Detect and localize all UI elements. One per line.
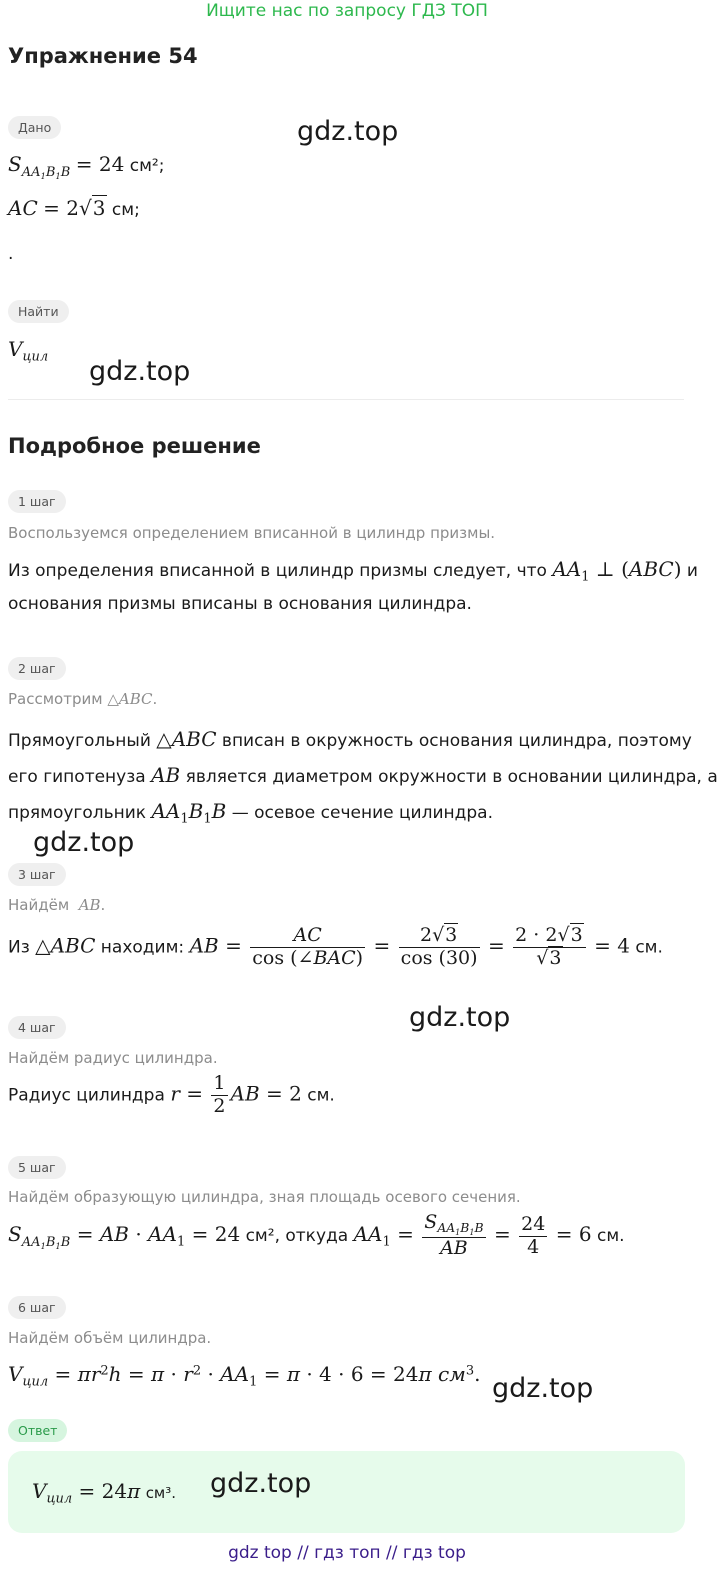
answer-label: Ответ <box>8 1419 67 1442</box>
step-3-label: 3 шаг <box>8 863 66 886</box>
step-3-hint: Найдём AB. <box>8 896 106 914</box>
step-2-line-1: Прямоугольный △ABC вписан в окружность основания цилиндра, поэтому <box>8 727 692 751</box>
step-5-hint: Найдём образующую цилиндра, зная площадь осевого сечения. <box>8 1188 521 1206</box>
given-area: $S_{AA_1B_1B} = 24$ см²; <box>8 152 165 181</box>
given-label: Дано <box>8 116 61 139</box>
step-6-hint: Найдём объём цилиндра. <box>8 1329 212 1347</box>
step-2-label: 2 шаг <box>8 657 66 680</box>
step-1-line-1: Из определения вписанной в цилиндр призмы следует, что $AA_1$ ⊥ (ABC) и <box>8 557 698 585</box>
given-ac-root: 3 <box>92 196 106 220</box>
given-ac-unit: см; <box>111 200 140 220</box>
step-2-line-2: его гипотенуза AB является диаметром окружности в основании цилиндра, а <box>8 763 718 787</box>
exercise-title: Упражнение 54 <box>8 44 198 68</box>
section-divider <box>8 399 684 400</box>
step-4-hint: Найдём радиус цилиндра. <box>8 1049 218 1067</box>
watermark: gdz.top <box>409 1002 511 1033</box>
footer-links[interactable]: gdz top // гдз топ // гдз top <box>228 1543 466 1563</box>
step-1-hint: Воспользуемся определением вписанной в цилиндр призмы. <box>8 524 496 542</box>
given-area-unit: см²; <box>129 156 165 176</box>
step-1-line-2: основания призмы вписаны в основания цилиндра. <box>8 594 472 614</box>
given-dot: . <box>8 244 14 264</box>
watermark: gdz.top <box>492 1373 594 1404</box>
step-4-formula: Радиус цилиндра r = $\frac{1}{2}$ AB = 2 см. <box>8 1072 335 1117</box>
watermark: gdz.top <box>89 356 191 387</box>
find-label: Найти <box>8 300 69 323</box>
search-hint-link[interactable]: Ищите нас по запросу ГДЗ ТОП <box>206 1 488 21</box>
step-1-label: 1 шаг <box>8 490 66 513</box>
solution-title: Подробное решение <box>8 434 261 458</box>
find-volume: $V_{цил}$ <box>8 337 49 365</box>
watermark: gdz.top <box>297 116 399 147</box>
step-6-formula: $V_{цил} = \pi r^2h = \pi \cdot r^2 \cdot AA_1 = \pi \cdot 4 \cdot 6 = 24\pi$ $см^3$. <box>8 1362 481 1390</box>
step-2-line-3: прямоугольник $AA_1B_1B$ — осевое сечение цилиндра. <box>8 799 493 827</box>
answer-formula: $V_{цил} = 24\pi$ см³. <box>32 1479 177 1507</box>
watermark: gdz.top <box>210 1468 312 1499</box>
given-ac: AC = 2√3 см; <box>8 196 140 220</box>
step-5-label: 5 шаг <box>8 1156 66 1179</box>
step-6-label: 6 шаг <box>8 1296 66 1319</box>
step-5-formula: $S_{AA_1B_1B}$ = AB · $AA_1 = 24$ см², откуда $AA_1$ = $\frac{S_{AA_1B_1B}}{AB}$ = $\frac{24}{4}$ = 6 см. <box>8 1211 625 1260</box>
step-2-hint: Рассмотрим △ABC. <box>8 690 158 708</box>
given-ac-value: 2 <box>66 196 80 220</box>
step-3-formula: Из △ABC находим: AB = $\frac{AC}{\text{cos (∠BAC)}}$ = $\frac{2√3}{\cos (30)}$ = $\frac{2 \cdot 2√3}{√3}$ = 4 см. <box>8 924 663 969</box>
watermark: gdz.top <box>33 827 135 858</box>
given-area-value: 24 <box>98 152 125 176</box>
step-4-label: 4 шаг <box>8 1016 66 1039</box>
